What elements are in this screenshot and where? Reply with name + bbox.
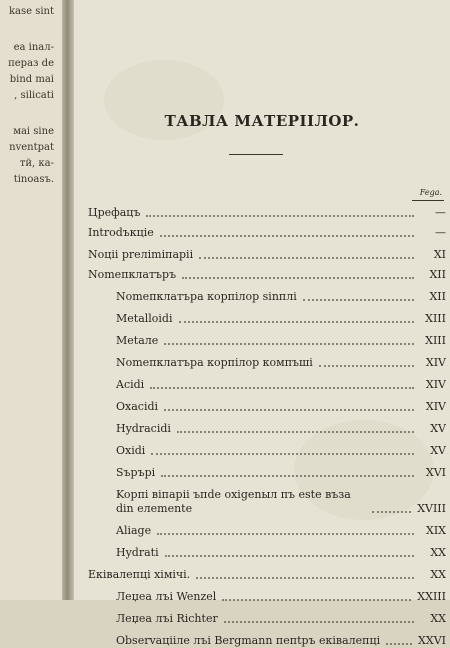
toc-entry [116, 328, 446, 348]
left-page-line: тй, ка- [19, 158, 54, 169]
toc-entry [116, 350, 446, 370]
left-page-line: , silicati [14, 90, 54, 101]
toc-entry-page: XX [430, 546, 446, 559]
toc-entry-page: XVI [425, 466, 446, 479]
toc-entry-page: XX [430, 568, 446, 581]
left-page-line: nventpat [9, 142, 54, 153]
toc-entry-page: XI [433, 248, 446, 261]
toc-entry-label: Observaцiiле лъi Bergmann пeпtpъ екiвалепцi [116, 634, 381, 647]
toc-entry-label: Metaлe [116, 334, 159, 347]
toc-entry [116, 372, 446, 392]
toc-entry-page: — [435, 226, 446, 239]
toc-entry-page: XVIII [417, 502, 446, 515]
left-page-line: tinoasъ. [13, 174, 54, 185]
toc-entry [88, 242, 446, 262]
dot-leader [157, 533, 414, 535]
dot-leader [165, 555, 414, 557]
dot-leader [182, 277, 414, 279]
dot-leader [146, 215, 414, 217]
toc-entry-label: Noцii preлimiпapii [88, 248, 194, 261]
toc-entry [88, 562, 446, 582]
toc-entry-page: XIV [425, 356, 446, 369]
toc-entry-page: XIII [425, 334, 446, 347]
toc-entry-label: Hydrati [116, 546, 159, 559]
toc-entry [116, 480, 446, 516]
dot-leader [222, 599, 411, 601]
left-page-line: kase sint [8, 6, 54, 17]
toc-entry-page: — [435, 206, 446, 219]
toc-entry [88, 200, 446, 220]
toc-entry [116, 416, 446, 436]
toc-entry [88, 262, 446, 282]
toc-entry-page: XIV [425, 400, 446, 413]
toc-entry-label: Nomeпклатъpъ [88, 268, 177, 281]
toc-entry-page: XIII [425, 312, 446, 325]
dot-leader [160, 235, 414, 237]
dot-leader [161, 475, 414, 477]
toc-entry [116, 540, 446, 560]
toc-entry-label: Hydracidi [116, 422, 171, 435]
left-page-line: пepaз de [8, 58, 54, 69]
dot-leader [372, 511, 411, 513]
toc-entry [116, 584, 446, 604]
dot-leader [177, 431, 414, 433]
dot-leader [179, 321, 415, 323]
toc-entry-page: XX [430, 612, 446, 625]
toc-entry-page: XIV [425, 378, 446, 391]
toc-entry-label: Nomeпклатъpa корпiлор sinплi [116, 290, 297, 303]
page-title: ТАВЛА МАТЕРIIЛОР. [164, 112, 360, 130]
toc-entry-label: Metalloidi [116, 312, 173, 325]
toc-entry-label: Леџеа лъi Richter [116, 612, 218, 625]
toc-entry-label: Nomeпклатъpa корпiлор компъшi [116, 356, 313, 369]
dot-leader [150, 387, 414, 389]
toc-entry [116, 518, 446, 538]
dot-leader [319, 365, 414, 367]
page-column-header: Fega. [419, 188, 442, 197]
toc-entry-label: Acidi [116, 378, 145, 391]
dot-leader [151, 453, 414, 455]
left-page-line: мai sine [13, 126, 54, 137]
toc-entry [116, 394, 446, 414]
toc-entry [116, 306, 446, 326]
toc-entry-page: XXIII [417, 590, 446, 603]
title-divider [229, 154, 283, 155]
toc-entry-label: Sъpъpi [116, 466, 156, 479]
toc-entry-label: Kopпi віпаpii ъпde oxigenыл пъ este въза din eлemente [116, 488, 351, 515]
toc-entry-label: Oxidi [116, 444, 146, 457]
book-gutter [62, 0, 74, 600]
toc-entry-label: Introdъкцie [88, 226, 154, 239]
toc-entry-page: XII [429, 290, 446, 303]
dot-leader [303, 299, 414, 301]
dot-leader [164, 343, 414, 345]
toc-entry-page: XIX [425, 524, 446, 537]
toc-entry [88, 220, 446, 240]
left-page-line: bind mai [9, 74, 54, 85]
toc-entry-page: XV [430, 422, 446, 435]
left-page-edge [0, 0, 62, 600]
toc-entry-label: Oxacidi [116, 400, 159, 413]
toc-entry-label: Aliage [116, 524, 152, 537]
dot-leader [224, 621, 414, 623]
toc-entry [116, 284, 446, 304]
toc-entry-label: Екiвалепцi хiмiчi. [88, 568, 191, 581]
toc-entry-page: XXVI [418, 634, 446, 647]
toc-entry-page: XII [429, 268, 446, 281]
dot-leader [164, 409, 414, 411]
toc-entry [116, 628, 446, 648]
toc-entry [116, 606, 446, 626]
toc-entry-label: Леџеа лъi Wenzel [116, 590, 217, 603]
dot-leader [386, 643, 412, 645]
toc-entry [116, 460, 446, 480]
dot-leader [196, 577, 414, 579]
right-page [74, 0, 450, 647]
toc-entry-page: XV [430, 444, 446, 457]
toc-entry [116, 438, 446, 458]
toc-entry-label: Цpeфaцъ [88, 206, 141, 219]
dot-leader [199, 257, 414, 259]
left-page-line: ea inaл- [13, 42, 54, 53]
